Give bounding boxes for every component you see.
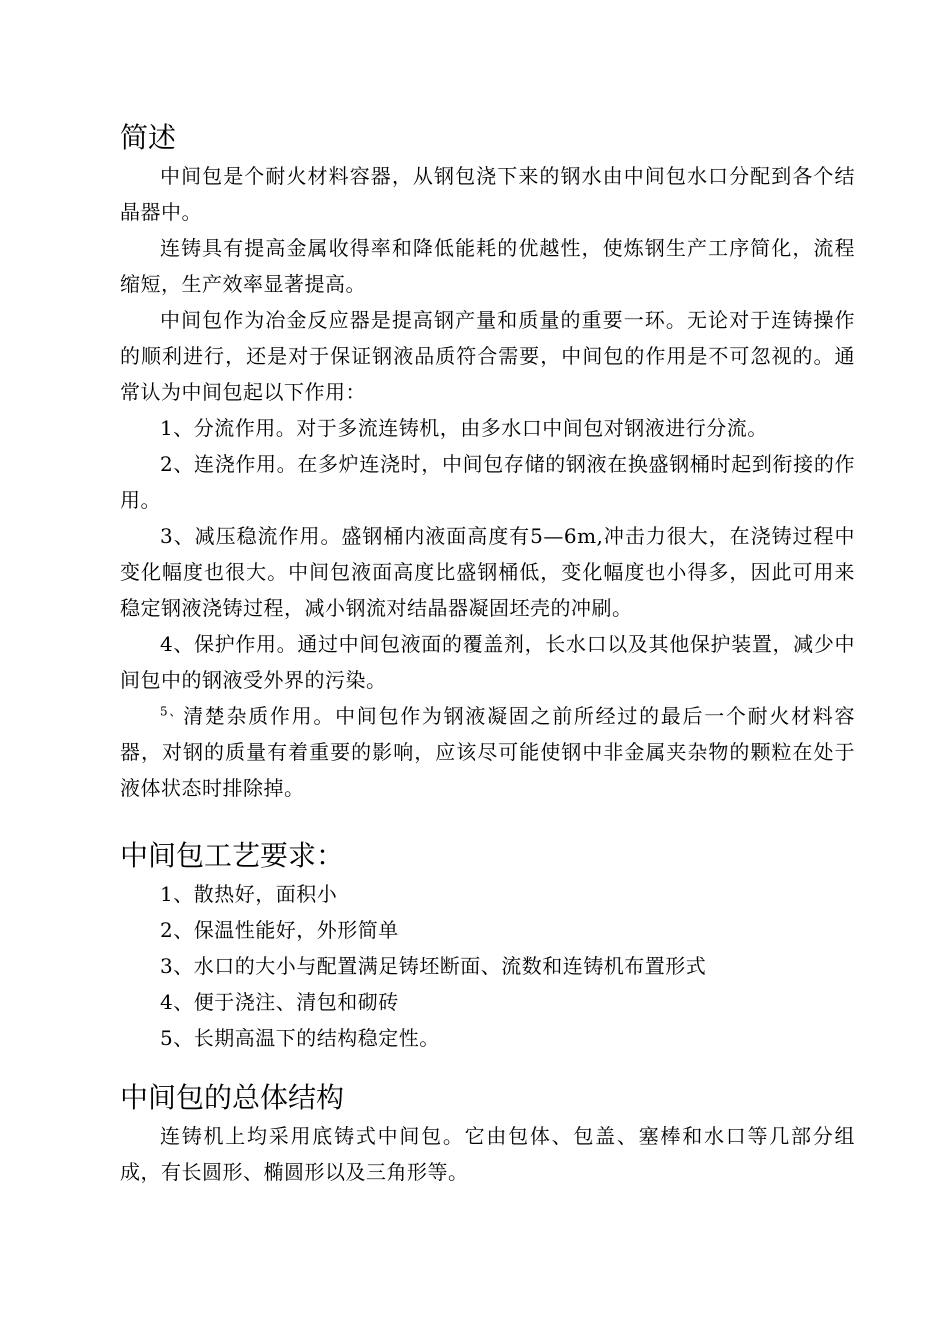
paragraph: 中间包作为冶金反应器是提高钢产量和质量的重要一环。无论对于连铸操作的顺利进行，还是对于保证钢液品质符合需要，中间包的作用是不可忽视的。通常认为中间包起以下作用：	[120, 308, 855, 404]
paragraph: 中间包是个耐火材料容器，从钢包浇下来的钢水由中间包水口分配到各个结晶器中。	[120, 164, 855, 224]
item-number: 5、	[160, 704, 184, 719]
section-heading-overview: 简述	[120, 121, 177, 154]
list-item: 3、水口的大小与配置满足铸坯断面、流数和连铸机布置形式	[160, 954, 707, 978]
list-item: 5、长期高温下的结构稳定性。	[160, 1026, 440, 1050]
paragraph-item-5	[120, 698, 855, 806]
item-text: 清楚杂质作用。中间包作为钢液凝固之前所经过的最后一个耐火材料容器，对钢的质量有着重要的影响，应该尽可能使钢中非金属夹杂物的颗粒在处于液体状态时排除掉。	[120, 704, 856, 800]
paragraph: 连铸具有提高金属收得率和降低能耗的优越性，使炼钢生产工序简化，流程缩短，生产效率显著提高。	[120, 236, 855, 296]
document-page	[120, 118, 855, 1190]
list-item: 2、保温性能好，外形简单	[160, 918, 399, 942]
section-heading-requirements: 中间包工艺要求：	[120, 839, 345, 872]
list-item: 1、散热好，面积小	[160, 882, 338, 906]
paragraph: 2、连浇作用。在多炉连浇时，中间包存储的钢液在换盛钢桶时起到衔接的作用。	[120, 452, 855, 512]
paragraph: 1、分流作用。对于多流连铸机，由多水口中间包对钢液进行分流。	[160, 416, 768, 440]
paragraph: 连铸机上均采用底铸式中间包。它由包体、包盖、塞棒和水口等几部分组成，有长圆形、椭圆形以及三角形等。	[120, 1124, 855, 1184]
paragraph: 3、减压稳流作用。盛钢桶内液面高度有5—6m,冲击力很大，在浇铸过程中变化幅度也很大。中间包液面高度比盛钢桶低，变化幅度也小得多，因此可用来稳定钢液浇铸过程，减小钢流对结晶器凝固坯壳的冲刷。	[120, 524, 855, 620]
section-heading-structure: 中间包的总体结构	[120, 1081, 345, 1114]
paragraph: 4、保护作用。通过中间包液面的覆盖剂，长水口以及其他保护装置，减少中间包中的钢液受外界的污染。	[120, 632, 855, 692]
list-item: 4、便于浇注、清包和砌砖	[160, 990, 399, 1014]
